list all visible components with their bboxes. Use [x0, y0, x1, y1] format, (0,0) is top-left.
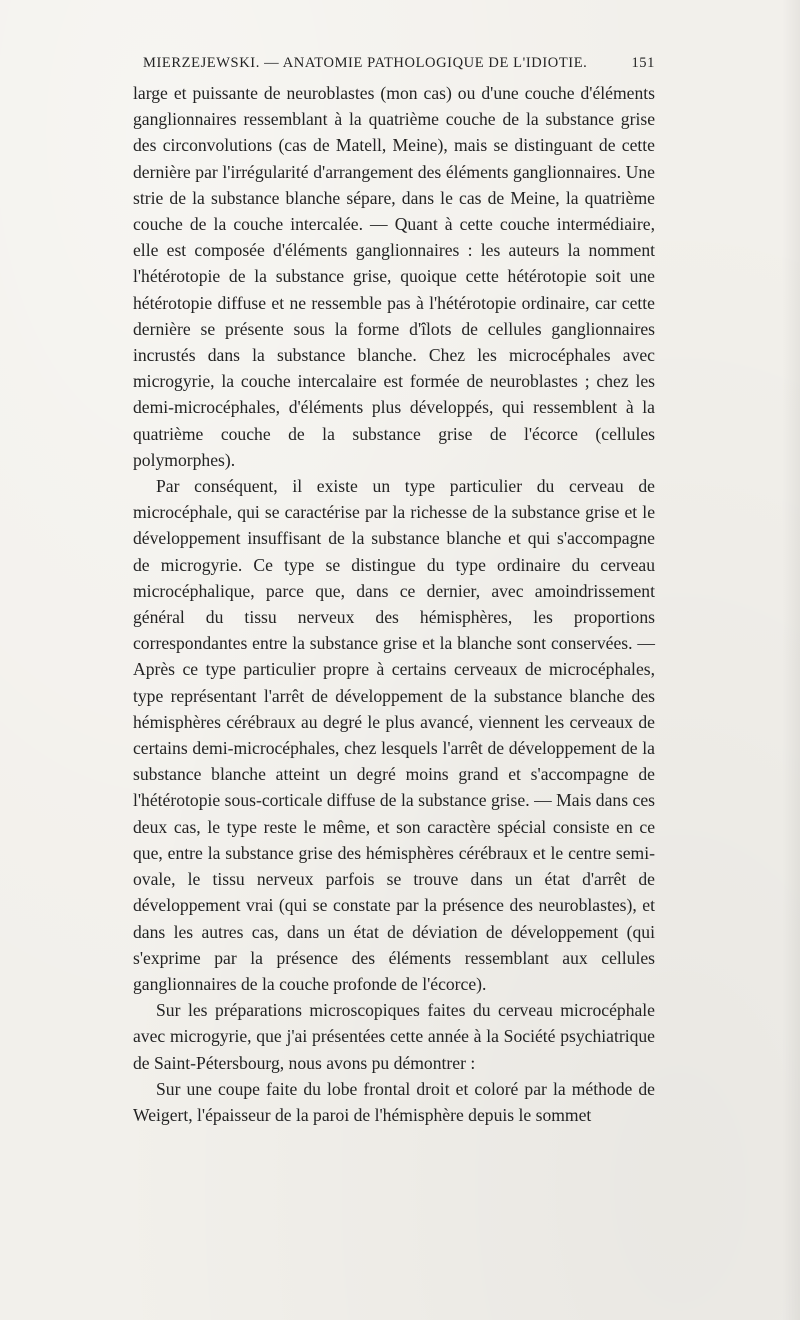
body-text [133, 80, 655, 1128]
paragraph: Sur une coupe faite du lobe frontal droit et coloré par la méthode de Weigert, l'épaisseur de la paroi de l'hémisphère depuis le sommet [133, 1078, 655, 1125]
page-edge-shadow [782, 0, 800, 1320]
paragraph: Par conséquent, il existe un type particulier du cerveau de microcéphale, qui se caractérise par la richesse de la substance grise et le développement insuffisant de la substance blanche et qui s'accompagne de microgyrie. Ce type se distingue du type ordinaire du cerveau microcéphalique, parce que, dans ce dernier, avec amoindrissement général du tissu nerveux des hémisphères, les proportions correspondantes entre la substance grise et la blanche sont conservées. — Après ce type particulier propre à certains cerveaux de microcéphales, type représentant l'arrêt de développement de la substance blanche des hémisphères cérébraux au degré le plus avancé, viennent les cerveaux de certains demi-microcéphales, chez lesquels l'arrêt de développement de la substance blanche atteint un degré moins grand et s'accompagne de l'hétérotopie sous-corticale diffuse de la substance grise. — Mais dans ces deux cas, le type reste le même, et son caractère spécial consiste en ce que, entre la substance grise des hémisphères cérébraux et le centre semi-ovale, le tissu nerveux parfois se trouve dans un état d'arrêt de développement vrai (qui se constate par la présence des neuroblastes), et dans les autres cas, dans un état de déviation de développement (qui s'exprime par la présence des éléments ressemblant aux cellules ganglionnaires de la couche profonde de l'écorce). [133, 476, 655, 994]
paragraph: Sur les préparations microscopiques faites du cerveau microcéphale avec microgyrie, que j'ai présentées cette année à la Société psychiatrique de Saint-Pétersbourg, nous avons pu démontrer : [133, 1000, 655, 1073]
running-header [133, 55, 655, 79]
page-number: 151 [631, 55, 655, 71]
running-title: MIERZEJEWSKI. — ANATOMIE PATHOLOGIQUE DE L'IDIOTIE. [143, 55, 588, 71]
paragraph-continued: large et puissante de neuroblastes (mon cas) ou d'une couche d'éléments ganglionnaires ressemblant à la quatrième couche de la substance grise des circonvolutions (cas de Matell, Meine), mais se distinguant de cette dernière par l'irrégularité d'arrangement des éléments ganglionnaires. Une strie de la substance blanche sépare, dans le cas de Meine, la quatrième couche de la couche intercalée. — Quant à cette couche intermédiaire, elle est composée d'éléments ganglionnaires : les auteurs la nomment l'hétérotopie de la substance grise, quoique cette hétérotopie soit une hétérotopie diffuse et ne ressemble pas à l'hétérotopie ordinaire, car cette dernière se présente sous la forme d'îlots de cellules ganglionnaires incrustés dans la substance blanche. Chez les microcéphales avec microgyrie, la couche intercalaire est formée de neuroblastes ; chez les demi-microcéphales, d'éléments plus développés, qui ressemblent à la quatrième couche de la substance grise de l'écorce (cellules polymorphes). [133, 83, 655, 470]
